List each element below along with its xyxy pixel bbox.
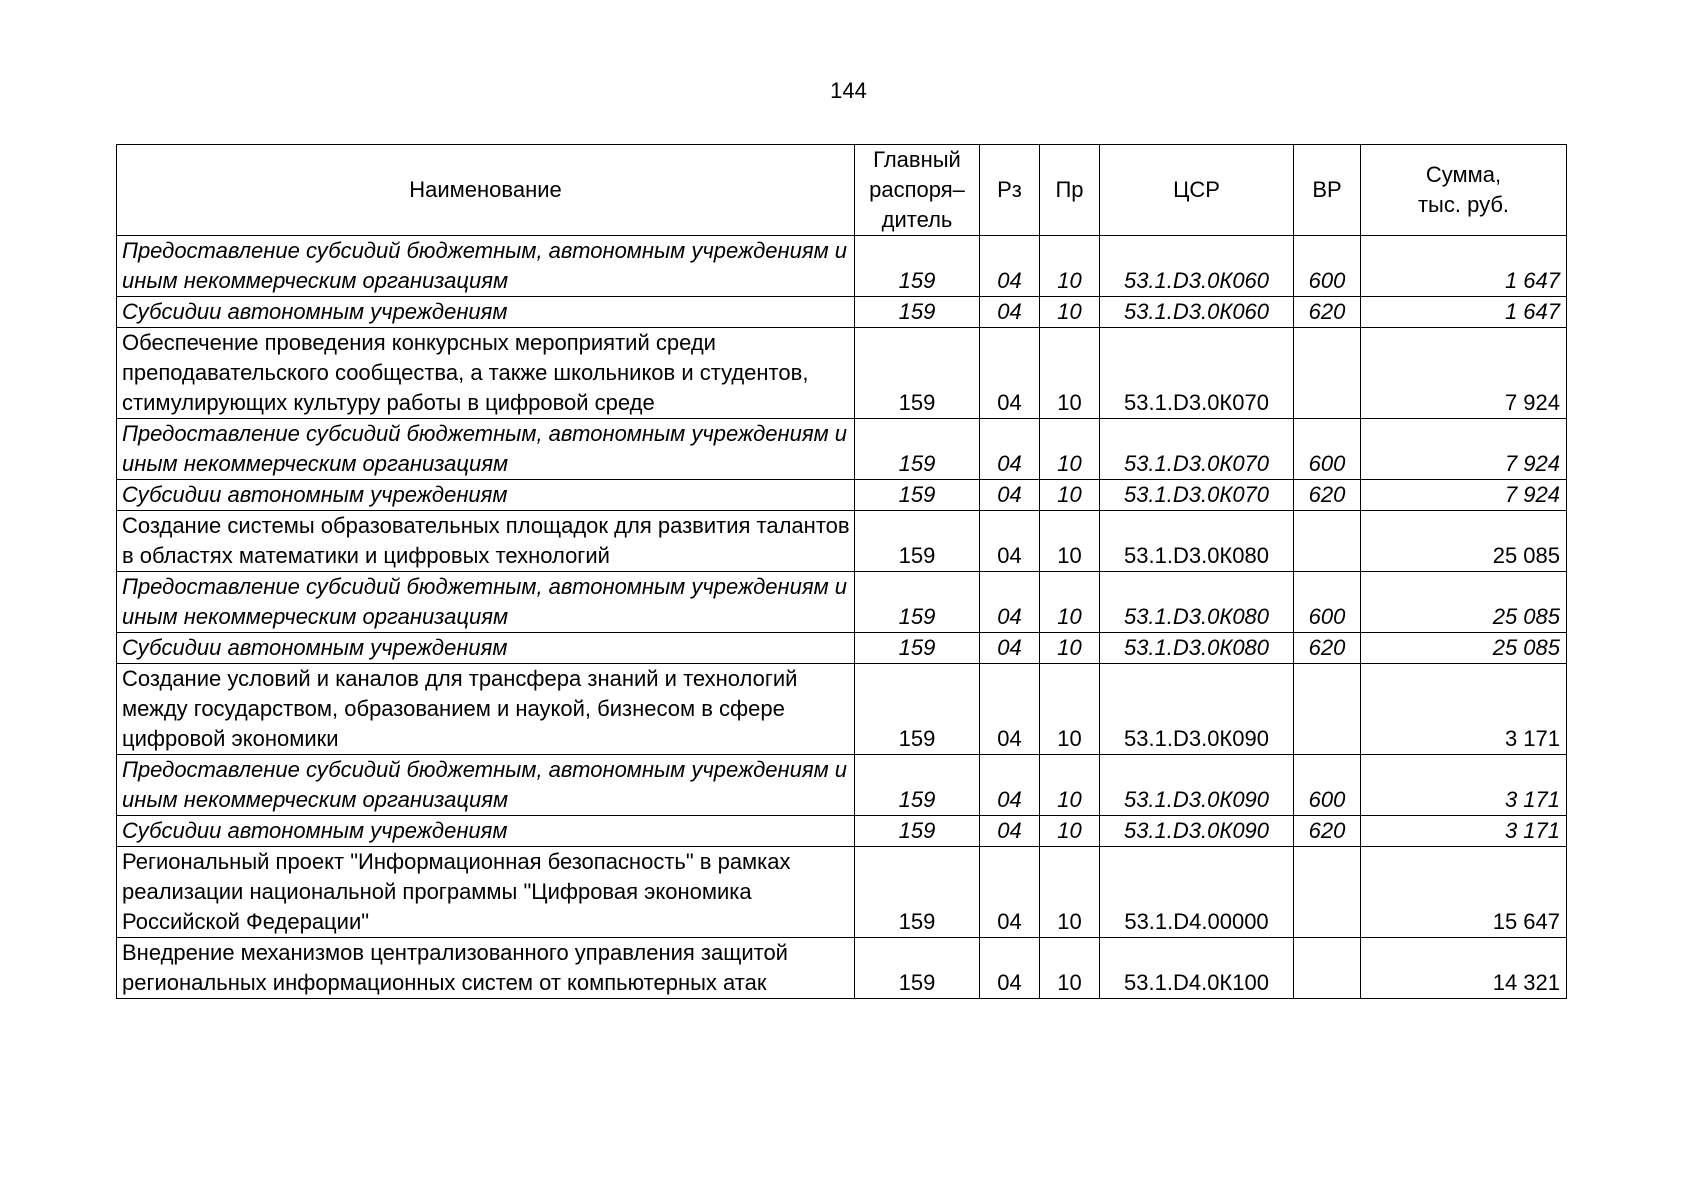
cell-name: Внедрение механизмов централизованного управления защитой региональных информационных систем от компьютерных атак — [117, 938, 855, 999]
cell-rz: 04 — [980, 938, 1040, 999]
cell-chief: 159 — [855, 511, 980, 572]
cell-csr: 53.1.D3.0К080 — [1100, 633, 1294, 664]
cell-csr: 53.1.D3.0К060 — [1100, 236, 1294, 297]
header-row — [117, 145, 1567, 236]
header-chief-line-1: Главный — [873, 147, 961, 172]
cell-vr: 620 — [1294, 297, 1361, 328]
cell-name: Обеспечение проведения конкурсных мероприятий среди преподавательского сообщества, а также школьников и студентов, стимулирующих культуру работы в цифровой среде — [117, 328, 855, 419]
cell-sum: 25 085 — [1361, 511, 1567, 572]
cell-name: Субсидии автономным учреждениям — [117, 633, 855, 664]
cell-name: Субсидии автономным учреждениям — [117, 816, 855, 847]
cell-name: Предоставление субсидий бюджетным, автономным учреждениям и иным некоммерческим организациям — [117, 419, 855, 480]
cell-name: Региональный проект "Информационная безопасность" в рамках реализации национальной программы "Цифровая экономика Российской Федерации" — [117, 847, 855, 938]
cell-sum: 14 321 — [1361, 938, 1567, 999]
cell-vr: 620 — [1294, 633, 1361, 664]
cell-pr: 10 — [1040, 938, 1100, 999]
table-body — [117, 236, 1567, 999]
cell-chief: 159 — [855, 633, 980, 664]
cell-vr: 600 — [1294, 755, 1361, 816]
header-chief-line-3: дитель — [881, 207, 953, 232]
budget-table — [116, 144, 1567, 999]
cell-csr: 53.1.D3.0К080 — [1100, 572, 1294, 633]
cell-chief: 159 — [855, 297, 980, 328]
cell-csr: 53.1.D4.00000 — [1100, 847, 1294, 938]
cell-vr — [1294, 847, 1361, 938]
cell-vr: 600 — [1294, 572, 1361, 633]
cell-vr: 620 — [1294, 480, 1361, 511]
cell-name: Предоставление субсидий бюджетным, автономным учреждениям и иным некоммерческим организациям — [117, 572, 855, 633]
cell-pr: 10 — [1040, 236, 1100, 297]
cell-chief: 159 — [855, 847, 980, 938]
cell-pr: 10 — [1040, 816, 1100, 847]
table-row — [117, 419, 1567, 480]
cell-rz: 04 — [980, 633, 1040, 664]
cell-csr: 53.1.D3.0К090 — [1100, 755, 1294, 816]
cell-chief: 159 — [855, 236, 980, 297]
table-row — [117, 511, 1567, 572]
cell-sum: 3 171 — [1361, 816, 1567, 847]
header-rz: Рз — [980, 145, 1040, 236]
cell-sum: 1 647 — [1361, 297, 1567, 328]
cell-chief: 159 — [855, 755, 980, 816]
cell-sum: 7 924 — [1361, 419, 1567, 480]
cell-pr: 10 — [1040, 633, 1100, 664]
cell-csr: 53.1.D3.0К060 — [1100, 297, 1294, 328]
cell-vr — [1294, 664, 1361, 755]
cell-chief: 159 — [855, 480, 980, 511]
cell-chief: 159 — [855, 938, 980, 999]
header-chief-line-2: распоря– — [869, 177, 965, 202]
cell-csr: 53.1.D3.0К080 — [1100, 511, 1294, 572]
cell-csr: 53.1.D3.0К070 — [1100, 480, 1294, 511]
cell-name: Субсидии автономным учреждениям — [117, 480, 855, 511]
cell-vr — [1294, 328, 1361, 419]
cell-chief: 159 — [855, 816, 980, 847]
cell-sum: 25 085 — [1361, 572, 1567, 633]
cell-vr: 620 — [1294, 816, 1361, 847]
cell-csr: 53.1.D3.0К090 — [1100, 816, 1294, 847]
cell-pr: 10 — [1040, 847, 1100, 938]
cell-rz: 04 — [980, 297, 1040, 328]
cell-csr: 53.1.D3.0К070 — [1100, 328, 1294, 419]
header-sum-line-2: тыс. руб. — [1417, 192, 1510, 217]
header-sum — [1361, 145, 1567, 236]
cell-sum: 3 171 — [1361, 755, 1567, 816]
cell-rz: 04 — [980, 847, 1040, 938]
cell-name: Предоставление субсидий бюджетным, автономным учреждениям и иным некоммерческим организациям — [117, 755, 855, 816]
cell-csr: 53.1.D3.0К090 — [1100, 664, 1294, 755]
cell-sum: 3 171 — [1361, 664, 1567, 755]
table-row — [117, 664, 1567, 755]
cell-rz: 04 — [980, 511, 1040, 572]
cell-pr: 10 — [1040, 755, 1100, 816]
header-chief — [855, 145, 980, 236]
table-row — [117, 236, 1567, 297]
cell-pr: 10 — [1040, 664, 1100, 755]
table-row — [117, 755, 1567, 816]
cell-sum: 7 924 — [1361, 328, 1567, 419]
cell-sum: 7 924 — [1361, 480, 1567, 511]
cell-rz: 04 — [980, 328, 1040, 419]
cell-chief: 159 — [855, 572, 980, 633]
cell-name: Создание системы образовательных площадок для развития талантов в областях математики и цифровых технологий — [117, 511, 855, 572]
header-name: Наименование — [117, 145, 855, 236]
table-row — [117, 847, 1567, 938]
header-sum-line-1: Сумма, — [1425, 162, 1502, 187]
cell-vr — [1294, 938, 1361, 999]
cell-sum: 15 647 — [1361, 847, 1567, 938]
cell-pr: 10 — [1040, 511, 1100, 572]
cell-vr — [1294, 511, 1361, 572]
table-row — [117, 297, 1567, 328]
table-row — [117, 328, 1567, 419]
header-csr: ЦСР — [1100, 145, 1294, 236]
cell-name: Субсидии автономным учреждениям — [117, 297, 855, 328]
table-row — [117, 480, 1567, 511]
cell-name: Создание условий и каналов для трансфера знаний и технологий между государством, образованием и наукой, бизнесом в сфере цифровой экономики — [117, 664, 855, 755]
cell-rz: 04 — [980, 816, 1040, 847]
table-row — [117, 816, 1567, 847]
cell-vr: 600 — [1294, 419, 1361, 480]
cell-pr: 10 — [1040, 572, 1100, 633]
table-row — [117, 572, 1567, 633]
cell-chief: 159 — [855, 664, 980, 755]
cell-pr: 10 — [1040, 328, 1100, 419]
cell-rz: 04 — [980, 236, 1040, 297]
cell-csr: 53.1.D3.0К070 — [1100, 419, 1294, 480]
page-number: 144 — [830, 78, 867, 103]
cell-sum: 1 647 — [1361, 236, 1567, 297]
cell-rz: 04 — [980, 664, 1040, 755]
cell-csr: 53.1.D4.0К100 — [1100, 938, 1294, 999]
cell-pr: 10 — [1040, 419, 1100, 480]
table-row — [117, 633, 1567, 664]
cell-rz: 04 — [980, 755, 1040, 816]
cell-chief: 159 — [855, 419, 980, 480]
cell-pr: 10 — [1040, 480, 1100, 511]
header-vr: ВР — [1294, 145, 1361, 236]
cell-name: Предоставление субсидий бюджетным, автономным учреждениям и иным некоммерческим организациям — [117, 236, 855, 297]
cell-pr: 10 — [1040, 297, 1100, 328]
cell-rz: 04 — [980, 572, 1040, 633]
cell-rz: 04 — [980, 419, 1040, 480]
cell-sum: 25 085 — [1361, 633, 1567, 664]
header-pr: Пр — [1040, 145, 1100, 236]
cell-vr: 600 — [1294, 236, 1361, 297]
cell-rz: 04 — [980, 480, 1040, 511]
table-row — [117, 938, 1567, 999]
cell-chief: 159 — [855, 328, 980, 419]
